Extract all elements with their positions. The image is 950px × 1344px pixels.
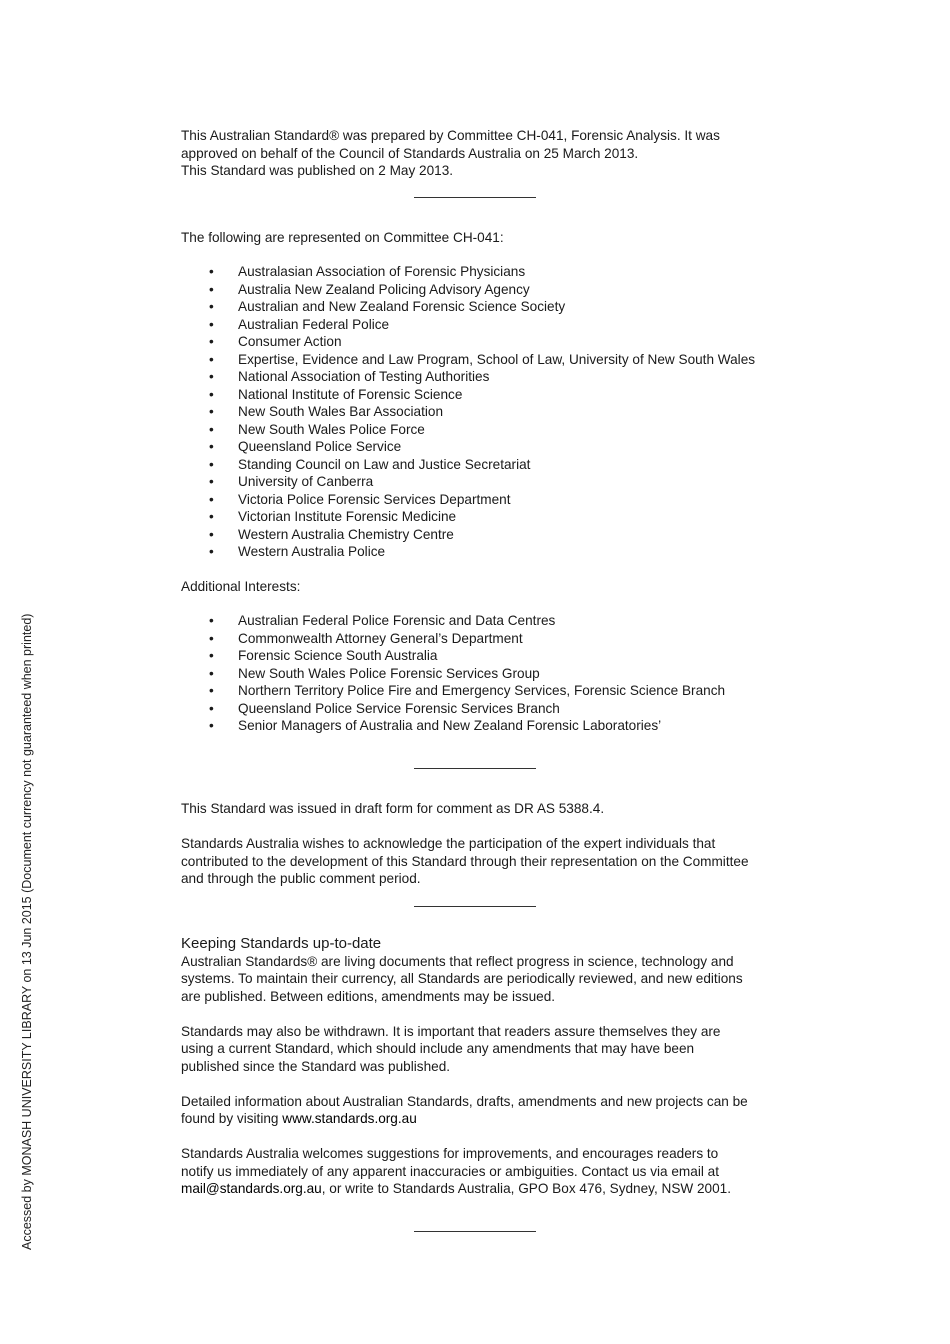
- acknowledgement: [181, 835, 781, 888]
- divider: [414, 768, 536, 769]
- divider: [414, 197, 536, 198]
- list-item: • Commonwealth Attorney General’s Department: [181, 630, 781, 648]
- preparation-notice: [181, 127, 781, 180]
- divider: [414, 1231, 536, 1232]
- keeping-paragraph-2: [181, 1023, 781, 1076]
- acknowledgement-line: Standards Australia wishes to acknowledge the participation of the expert individuals that: [181, 836, 716, 851]
- notice-line: This Standard was published on 2 May 2013.: [181, 163, 454, 178]
- list-item: • Queensland Police Service Forensic Services Branch: [181, 700, 781, 718]
- keeping-standards-heading: Keeping Standards up-to-date: [181, 934, 382, 952]
- notice-line: This Australian Standard® was prepared by Committee CH-041, Forensic Analysis. It was: [181, 128, 720, 143]
- paragraph-line: notify us immediately of any apparent inaccuracies or ambiguities. Contact us via email at: [181, 1163, 719, 1179]
- list-item: • Western Australia Police: [181, 543, 781, 561]
- list-item: • Queensland Police Service: [181, 438, 781, 456]
- list-item: • New South Wales Police Forensic Services Group: [181, 665, 781, 683]
- paragraph-line: Detailed information about Australian Standards, drafts, amendments and new projects can be: [181, 1093, 748, 1109]
- paragraph-line: Australian Standards® are living documents that reflect progress in science, technology and: [181, 953, 734, 969]
- list-item: • National Association of Testing Authorities: [181, 368, 781, 386]
- list-item: • Expertise, Evidence and Law Program, School of Law, University of New South Wales: [181, 351, 781, 369]
- list-item: • Forensic Science South Australia: [181, 647, 781, 665]
- standards-website-link[interactable]: www.standards.org.au: [282, 1111, 417, 1126]
- list-item: • Senior Managers of Australia and New Zealand Forensic Laboratories’: [181, 717, 781, 735]
- list-item: • Western Australia Chemistry Centre: [181, 526, 781, 544]
- list-item: • Victoria Police Forensic Services Department: [181, 491, 781, 509]
- list-item: • Australian Federal Police: [181, 316, 781, 334]
- paragraph-line: [181, 1180, 781, 1198]
- list-item: • New South Wales Police Force: [181, 421, 781, 439]
- access-watermark: Accessed by MONASH UNIVERSITY LIBRARY on 13 Jun 2015 (Document currency not guaranteed when printed): [20, 613, 34, 1250]
- document-page: [181, 127, 781, 1232]
- additional-interests-list: [181, 612, 781, 735]
- list-item: • New South Wales Bar Association: [181, 403, 781, 421]
- list-item: • Australian and New Zealand Forensic Science Society: [181, 298, 781, 316]
- list-item: • Consumer Action: [181, 333, 781, 351]
- list-item: • National Institute of Forensic Science: [181, 386, 781, 404]
- list-item: • Standing Council on Law and Justice Secretariat: [181, 456, 781, 474]
- keeping-paragraph-1: [181, 953, 781, 1006]
- link-prefix: found by visiting: [181, 1111, 283, 1126]
- list-item: • Australasian Association of Forensic Physicians: [181, 263, 781, 281]
- divider: [414, 906, 536, 907]
- address-text: , or write to Standards Australia, GPO Box 476, Sydney, NSW 2001.: [321, 1181, 732, 1196]
- keeping-paragraph-3: [181, 1093, 781, 1128]
- list-item: • Australian Federal Police Forensic and Data Centres: [181, 612, 781, 630]
- paragraph-line: [181, 1110, 781, 1128]
- draft-notice: This Standard was issued in draft form for comment as DR AS 5388.4.: [181, 800, 605, 816]
- list-item: • Victorian Institute Forensic Medicine: [181, 508, 781, 526]
- committee-members-list: [181, 263, 781, 561]
- acknowledgement-line: contributed to the development of this Standard through their representation on the Committee: [181, 853, 749, 869]
- paragraph-line: Standards may also be withdrawn. It is important that readers assure themselves they are: [181, 1023, 721, 1039]
- paragraph-line: Standards Australia welcomes suggestions for improvements, and encourages readers to: [181, 1146, 719, 1161]
- paragraph-line: systems. To maintain their currency, all Standards are periodically reviewed, and new editions: [181, 971, 743, 986]
- paragraph-line: using a current Standard, which should include any amendments that may have been: [181, 1041, 695, 1056]
- contact-email-link[interactable]: mail@standards.org.au: [181, 1181, 322, 1196]
- acknowledgement-line: and through the public comment period.: [181, 871, 421, 886]
- paragraph-line: are published. Between editions, amendments may be issued.: [181, 988, 556, 1004]
- paragraph-line: published since the Standard was published.: [181, 1058, 451, 1074]
- additional-interests-label: Additional Interests:: [181, 578, 301, 594]
- list-item: • Northern Territory Police Fire and Emergency Services, Forensic Science Branch: [181, 682, 781, 700]
- list-item: • Australia New Zealand Policing Advisory Agency: [181, 281, 781, 299]
- keeping-paragraph-4: [181, 1145, 781, 1198]
- committee-intro: The following are represented on Committee CH-041:: [181, 229, 504, 245]
- notice-line: approved on behalf of the Council of Standards Australia on 25 March 2013.: [181, 145, 639, 161]
- list-item: • University of Canberra: [181, 473, 781, 491]
